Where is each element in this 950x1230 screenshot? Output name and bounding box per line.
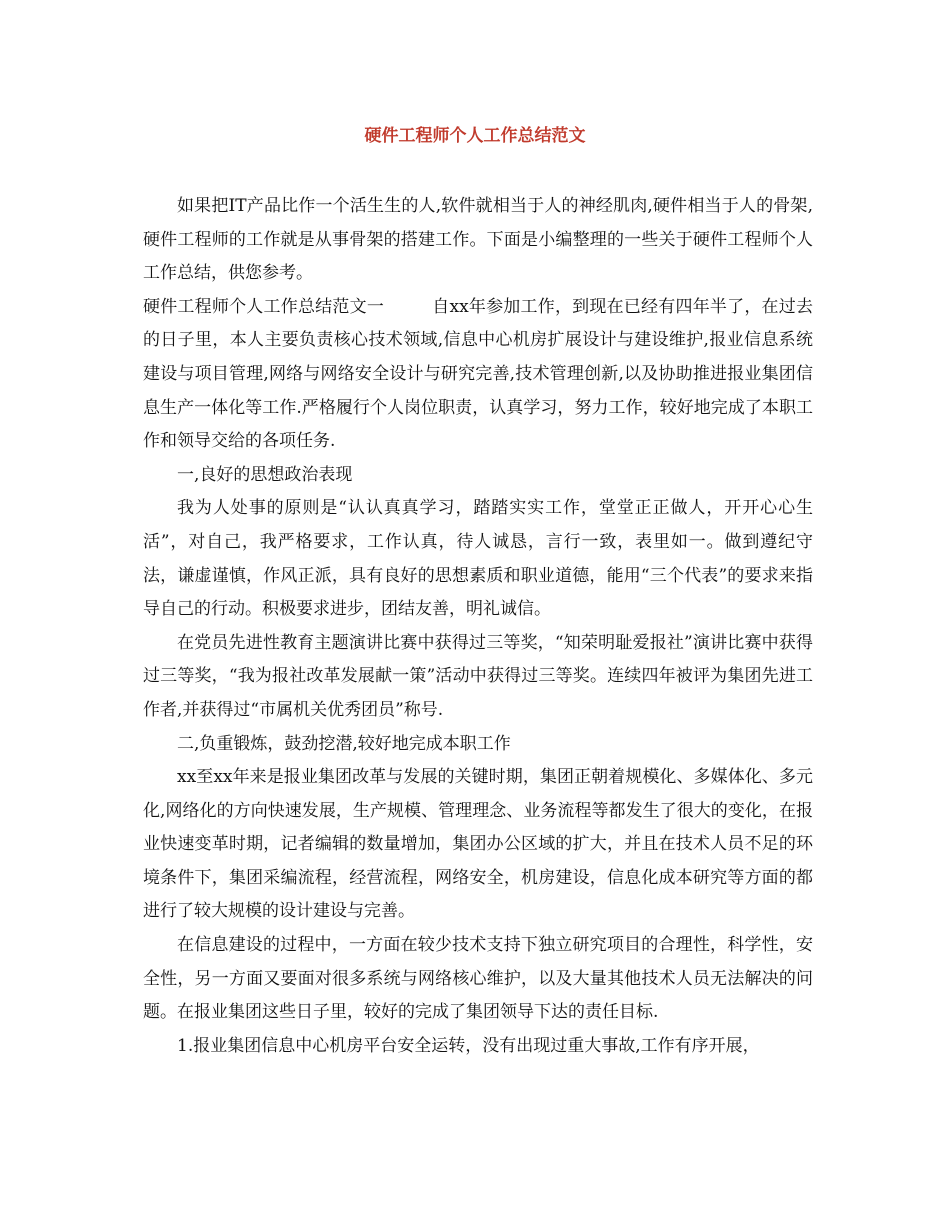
document-body: [143, 190, 813, 1063]
intro-paragraph: 如果把IT产品比作一个活生生的人,软件就相当于人的神经肌肉,硬件相当于人的骨架,硬件工程师的工作就是从事骨架的搭建工作。下面是小编整理的一些关于硬件工程师个人工作总结，供您参考。: [143, 196, 813, 284]
section-label: 硬件工程师个人工作总结范文一: [143, 296, 385, 317]
paragraph-item-1: 1.报业集团信息中心机房平台安全运转，没有出现过重大事故,工作有序开展，: [177, 1035, 760, 1056]
heading-political: 一,良好的思想政治表现: [177, 464, 353, 485]
paragraph-reform: xx至xx年来是报业集团改革与发展的关键时期，集团正朝着规模化、多媒体化、多元化,网络化的方向快速发展，生产规模、管理理念、业务流程等都发生了很大的变化，在报业快速变革时期，记者编辑的数量增加，集团办公区域的扩大，并且在技术人员不足的环境条件下，集团采编流程，经营流程，网络安全，机房建设，信息化成本研究等方面的都进行了较大规模的设计建设与完善。: [143, 767, 813, 922]
paragraph-principles: 我为人处事的原则是“认认真真学习，踏踏实实工作，堂堂正正做人，开开心心生活”，对自己，我严格要求，工作认真，待人诚恳，言行一致，表里如一。做到遵纪守法，谦虚谨慎，作风正派，具有良好的思想素质和职业道德，能用“三个代表”的要求来指导自己的行动。积极要求进步，团结友善，明礼诚信。: [143, 498, 813, 620]
paragraph-awards: 在党员先进性教育主题演讲比赛中获得过三等奖，“知荣明耻爱报社”演讲比赛中获得过三等奖，“我为报社改革发展献一策”活动中获得过三等奖。连续四年被评为集团先进工作者,并获得过“市属机关优秀团员”称号.: [143, 632, 813, 720]
section-text: 自xx年参加工作，到现在已经有四年半了，在过去的日子里，本人主要负责核心技术领域,信息中心机房扩展设计与建设维护,报业信息系统建设与项目管理,网络与网络安全设计与研究完善,技术管理创新,以及协助推进报业集团信息生产一体化等工作.严格履行个人岗位职责，认真学习，努力工作，较好地完成了本职工作和领导交给的各项任务.: [143, 296, 813, 452]
paragraph-info-building: 在信息建设的过程中，一方面在较少技术支持下独立研究项目的合理性，科学性，安全性，另一方面又要面对很多系统与网络核心维护，以及大量其他技术人员无法解决的问题。在报业集团这些日子里，较好的完成了集团领导下达的责任目标.: [143, 935, 813, 1023]
heading-work: 二,负重锻炼，鼓劲挖潜,较好地完成本职工作: [177, 733, 511, 754]
document-title: 硬件工程师个人工作总结范文: [364, 126, 586, 146]
section-paragraph: [143, 291, 813, 459]
